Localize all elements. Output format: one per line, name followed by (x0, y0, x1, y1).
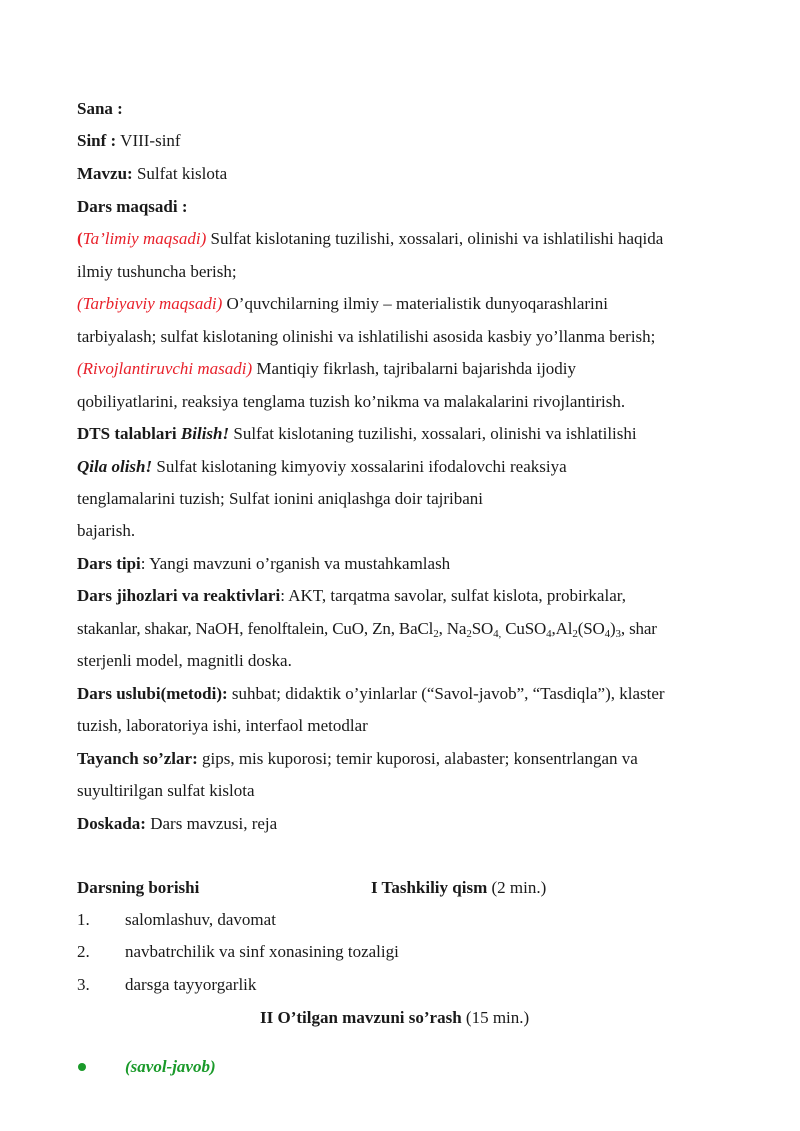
sinf-label: Sinf : (77, 131, 117, 150)
doskada-value: Dars mavzusi, reja (150, 814, 278, 833)
tipi-value: : Yangi mavzuni o’rganish va mustahkamlash (140, 554, 451, 573)
subscript: 3 (615, 628, 621, 640)
jihozlar-text1: : AKT, tarqatma savolar, sulfat kislota, probirkalar, (280, 586, 626, 605)
list-item-number: 3. (77, 975, 90, 994)
rivojlantiruvchi-label: (Rivojlantiruvchi masadi) (77, 359, 253, 378)
subscript: 4 (604, 628, 611, 640)
reagents-text-h: , shar (620, 619, 657, 638)
tarbiyaviy-text2: tarbiyalash; sulfat kislotaning olinishi va ishlatilishi asosida kasbiy yo’llanma berish; (77, 327, 656, 346)
tipi-line (77, 554, 450, 574)
section2-time: (15 min.) (465, 1008, 530, 1027)
talimiy-text1: Sulfat kislotaning tuzilishi, xossalari, olinishi va ishlatilishi haqida (210, 229, 664, 248)
tayanch-text2: suyultirilgan sulfat kislota (77, 781, 255, 800)
sinf-value: VIII-sinf (120, 131, 181, 150)
tarbiyaviy-text1: O’quvchilarning ilmiy – materialistik dunyoqarashlarini (226, 294, 609, 313)
sinf-line (77, 131, 181, 151)
qila-text2: tenglamalarini tuzish; Sulfat ionini aniqlashga doir tajribani (77, 489, 484, 508)
savol-javob: (savol-javob) (125, 1057, 216, 1076)
section2-heading (260, 1008, 529, 1028)
maqsad-label: Dars maqsadi : (77, 197, 188, 216)
list-item: darsga tayyorgarlik (125, 975, 257, 994)
tarbiyaviy-line (77, 294, 608, 314)
subscript: 4, (493, 628, 502, 640)
mavzu-line (77, 164, 227, 184)
mavzu-value: Sulfat kislota (136, 164, 228, 183)
list-item-number: 1. (77, 910, 90, 929)
reagents-text-b: , Na (438, 619, 467, 638)
bilish-text: Sulfat kislotaning tuzilishi, xossalari, olinishi va ishlatilishi (233, 424, 637, 443)
rivojlantiruvchi-line (77, 359, 576, 379)
talimiy-label: Ta’limiy maqsadi) (82, 229, 207, 248)
dts-line (77, 424, 637, 444)
tarbiyaviy-label: (Tarbiyaviy maqsadi) (77, 294, 223, 313)
talimiy-text2: ilmiy tushuncha berish; (77, 262, 237, 281)
list-item: salomlashuv, davomat (125, 910, 276, 929)
reagents-text-d: CuSO (501, 619, 547, 638)
jihozlar-text3: sterjenli model, magnitli doska. (77, 651, 292, 670)
jihozlar-line (77, 586, 626, 606)
list-item-number: 2. (77, 942, 90, 961)
subscript: 2 (572, 628, 578, 640)
tipi-label: Dars tipi (77, 554, 141, 573)
tayanch-text1: gips, mis kuporosi; temir kuporosi, alabaster; konsentrlangan va (202, 749, 638, 768)
uslubi-text1: suhbat; didaktik o’yinlarlar (“Savol-javob”, “Tasdiqla”), klaster (231, 684, 665, 703)
borishi-label: Darsning borishi (77, 878, 200, 897)
reagents-text-a: stakanlar, shakar, NaOH, fenolftalein, CuO, Zn, BaCl (77, 619, 434, 638)
jihozlar-label: Dars jihozlari va reaktivlari (77, 586, 281, 605)
reagents-text-c: SO (471, 619, 494, 638)
tayanch-label: Tayanch so’zlar: (77, 749, 198, 768)
section1-time: (2 min.) (491, 878, 547, 897)
section2-label: II O’tilgan mavzuni so’rash (260, 1008, 462, 1027)
rivojlantiruvchi-text1: Mantiqiy fikrlash, tajribalarni bajarishda ijodiy (256, 359, 577, 378)
rivojlantiruvchi-text2: qobiliyatlarini, reaksiya tenglama tuzish ko’nikma va malakalarini rivojlantirish. (77, 392, 626, 411)
doskada-line (77, 814, 277, 834)
list-item: navbatrchilik va sinf xonasining tozaligi (125, 942, 399, 961)
qila-text1: Sulfat kislotaning kimyoviy xossalarini ifodalovchi reaksiya (156, 457, 567, 476)
talimiy-line (77, 229, 663, 249)
jihozlar-text2 (77, 619, 657, 639)
reagents-text-g: ) (610, 619, 616, 638)
doskada-label: Doskada: (77, 814, 146, 833)
reagents-text-f: (SO (577, 619, 605, 638)
bullet-icon (78, 1063, 86, 1071)
section1-heading (371, 878, 546, 898)
talimiy-open: ( (77, 229, 83, 248)
sana-label: Sana : (77, 99, 123, 118)
uslubi-label: Dars uslubi(metodi): (77, 684, 228, 703)
qila-line (77, 457, 567, 477)
mavzu-label: Mavzu: (77, 164, 133, 183)
section1-label: I Tashkiliy qism (371, 878, 488, 897)
dts-label: DTS talablari (77, 424, 177, 443)
subscript: 2 (466, 628, 472, 640)
subscript: 2 (433, 628, 439, 640)
tayanch-line (77, 749, 638, 769)
uslubi-text2: tuzish, laboratoriya ishi, interfaol metodlar (77, 716, 368, 735)
reagents-text-e: ,Al (551, 619, 573, 638)
qila-label: Qila olish! (77, 457, 153, 476)
subscript: 4 (546, 628, 552, 640)
uslubi-line (77, 684, 665, 704)
bilish-label: Bilish! (180, 424, 230, 443)
qila-text3: bajarish. (77, 521, 136, 540)
